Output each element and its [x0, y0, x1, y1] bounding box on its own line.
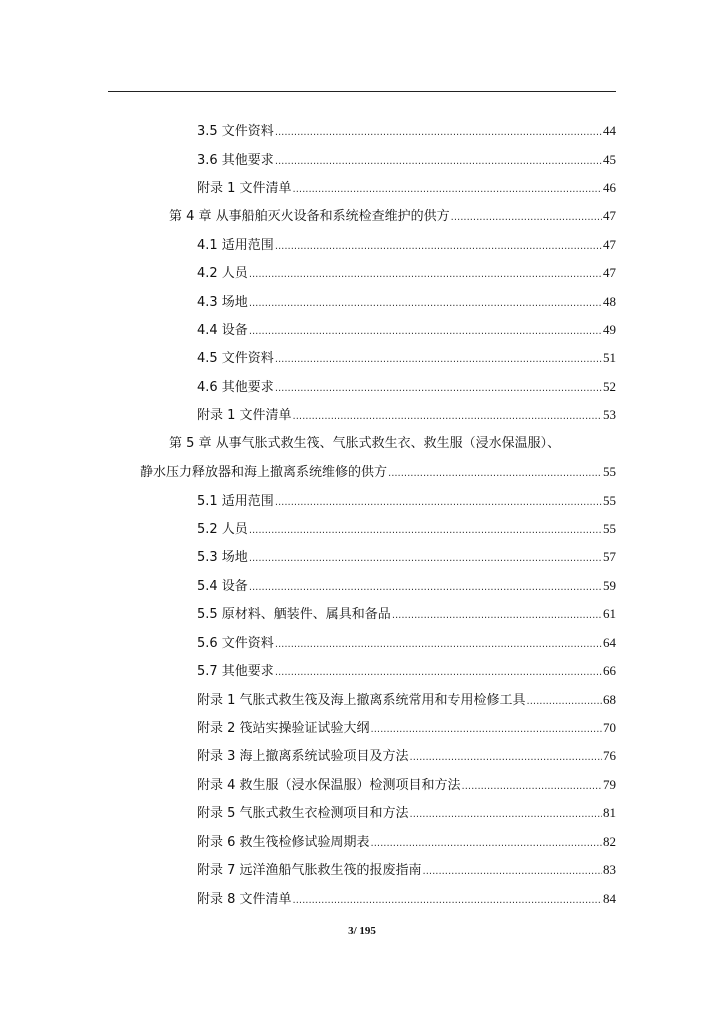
toc-leader — [249, 579, 602, 593]
toc-leader — [462, 778, 602, 792]
toc-leader — [293, 892, 602, 906]
toc-leader — [275, 636, 602, 650]
toc-entry[interactable] — [197, 321, 616, 340]
toc-leader — [249, 550, 602, 564]
toc-entry-label: 5.1 适用范围 — [197, 494, 274, 509]
toc-entry-label: 静水压力释放器和海上撤离系统维修的供方 — [140, 465, 388, 480]
toc-entry[interactable] — [197, 378, 616, 397]
toc-leader — [293, 408, 602, 422]
toc-entry-label: 附录 2 筏站实操验证试验大纲 — [197, 721, 370, 736]
toc-entry-label: 附录 7 远洋渔船气胀救生筏的报废指南 — [197, 863, 422, 878]
toc-page-number: 64 — [603, 635, 616, 650]
toc-page-number: 81 — [603, 805, 616, 820]
toc-entry-label: 附录 1 气胀式救生筏及海上撤离系统常用和专用检修工具 — [197, 693, 526, 708]
toc-page-number: 49 — [603, 322, 616, 337]
toc-entry[interactable] — [197, 151, 616, 170]
toc-page-number: 47 — [603, 265, 616, 280]
toc-entry-label: 附录 3 海上撤离系统试验项目及方法 — [197, 749, 409, 764]
toc-entry-label: 5.3 场地 — [197, 550, 248, 565]
toc-entry[interactable] — [197, 122, 616, 141]
toc-leader — [371, 835, 602, 849]
toc-leader — [275, 351, 602, 365]
toc-page-number: 61 — [603, 606, 616, 621]
toc-entry-label: 4.4 设备 — [197, 323, 248, 338]
toc-page-number: 66 — [603, 663, 616, 678]
toc-page-number: 83 — [603, 862, 616, 877]
toc-leader — [275, 494, 602, 508]
toc-entry-label: 3.5 文件资料 — [197, 124, 274, 139]
toc-entry-label: 4.2 人员 — [197, 266, 248, 281]
toc-entry[interactable] — [197, 577, 616, 596]
toc-page-number: 84 — [603, 891, 616, 906]
toc-page-number: 45 — [603, 152, 616, 167]
toc-entry-label: 5.2 人员 — [197, 522, 248, 537]
toc-entry-label: 4.1 适用范围 — [197, 238, 274, 253]
toc-page-number: 44 — [603, 123, 616, 138]
toc-leader — [392, 607, 602, 621]
toc-page-number: 76 — [603, 748, 616, 763]
toc-chapter-heading[interactable]: 第 5 章 从事气胀式救生筏、气胀式救生衣、救生服（浸水保温服）、 — [169, 436, 561, 451]
toc-entry[interactable] — [197, 861, 616, 880]
toc-page-number: 47 — [603, 208, 616, 223]
toc-page-number: 47 — [603, 237, 616, 252]
toc-entry[interactable] — [197, 719, 616, 738]
toc-entry-label: 附录 1 文件清单 — [197, 408, 292, 423]
toc-entry[interactable] — [197, 776, 616, 795]
toc-entry[interactable] — [197, 236, 616, 255]
toc-leader — [423, 863, 602, 877]
toc-entry[interactable] — [197, 349, 616, 368]
toc-leader — [275, 380, 602, 394]
toc-entry-label: 4.3 场地 — [197, 295, 248, 310]
toc-entry[interactable] — [197, 662, 616, 681]
toc-leader — [249, 323, 602, 337]
toc-page-number: 59 — [603, 578, 616, 593]
toc-entry[interactable] — [197, 179, 616, 198]
toc-leader — [275, 124, 602, 138]
toc-entry[interactable] — [197, 634, 616, 653]
toc-leader — [275, 153, 602, 167]
toc-entry-label: 附录 1 文件清单 — [197, 181, 292, 196]
toc-entry[interactable] — [197, 691, 616, 710]
toc-page-number: 57 — [603, 549, 616, 564]
toc-page-number: 55 — [603, 464, 616, 479]
toc-page-number: 55 — [603, 521, 616, 536]
toc-entry[interactable] — [197, 406, 616, 425]
toc-entry[interactable] — [197, 747, 616, 766]
toc-entry[interactable] — [197, 264, 616, 283]
toc-entry[interactable] — [197, 890, 616, 909]
toc-entry-label: 3.6 其他要求 — [197, 153, 274, 168]
toc-entry-label: 附录 8 文件清单 — [197, 892, 292, 907]
toc-entry-label: 5.5 原材料、舾装件、属具和备品 — [197, 607, 391, 622]
toc-entry[interactable] — [197, 804, 616, 823]
toc-entry-label: 第 4 章 从事船舶灭火设备和系统检查维护的供方 — [169, 209, 450, 224]
toc-page-number: 46 — [603, 180, 616, 195]
toc-leader — [451, 209, 602, 223]
toc-leader — [275, 238, 602, 252]
toc-entry-label: 4.6 其他要求 — [197, 380, 274, 395]
toc-page-number: 70 — [603, 720, 616, 735]
toc-entry[interactable] — [197, 833, 616, 852]
toc-entry-label: 4.5 文件资料 — [197, 351, 274, 366]
toc-leader — [249, 522, 602, 536]
toc-entry-label: 5.6 文件资料 — [197, 636, 274, 651]
toc-entry-label: 附录 4 救生服（浸水保温服）检测项目和方法 — [197, 778, 461, 793]
toc-entry-label: 附录 5 气胀式救生衣检测项目和方法 — [197, 806, 409, 821]
toc-chapter-entry[interactable] — [140, 463, 616, 482]
toc-chapter-entry[interactable] — [169, 207, 616, 226]
toc-page-number: 79 — [603, 777, 616, 792]
page-number-footer: 3/ 195 — [348, 925, 376, 937]
toc-leader — [249, 295, 602, 309]
toc-leader — [388, 465, 602, 479]
toc-leader — [249, 266, 602, 280]
toc-page-number: 53 — [603, 407, 616, 422]
toc-leader — [410, 806, 602, 820]
toc-entry[interactable] — [197, 492, 616, 511]
toc-page-number: 51 — [603, 350, 616, 365]
toc-leader — [527, 693, 602, 707]
toc-page-number: 68 — [603, 692, 616, 707]
toc-page-number: 48 — [603, 294, 616, 309]
toc-page-number: 82 — [603, 834, 616, 849]
toc-page-number: 55 — [603, 493, 616, 508]
toc-entry-label: 5.4 设备 — [197, 579, 248, 594]
toc-entry[interactable] — [197, 605, 616, 624]
toc-entry[interactable] — [197, 293, 616, 312]
toc-entry[interactable] — [197, 520, 616, 539]
toc-entry-label: 5.7 其他要求 — [197, 664, 274, 679]
toc-leader — [371, 721, 602, 735]
toc-entry-label: 附录 6 救生筏检修试验周期表 — [197, 835, 370, 850]
toc-leader — [275, 664, 602, 678]
toc-leader — [410, 749, 602, 763]
toc-leader — [293, 181, 602, 195]
toc-entry[interactable] — [197, 548, 616, 567]
toc-page-number: 52 — [603, 379, 616, 394]
